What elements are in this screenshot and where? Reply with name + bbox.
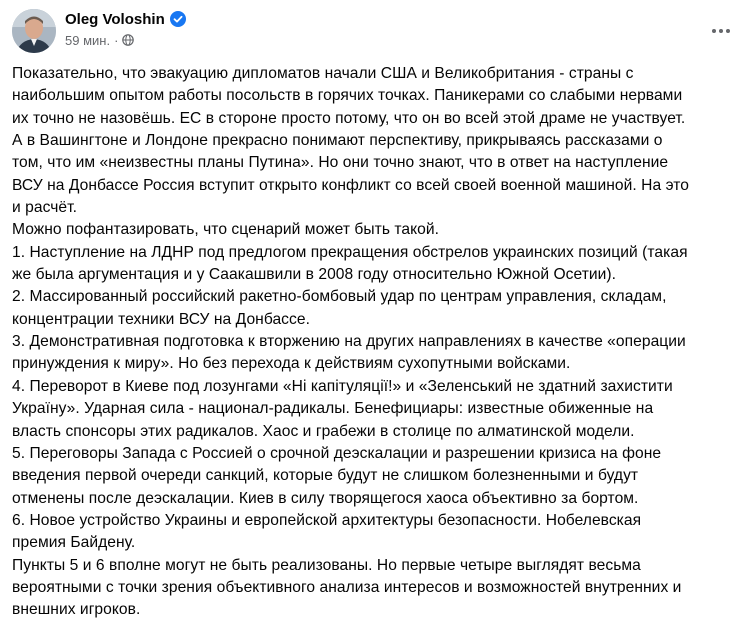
post-header xyxy=(12,9,741,55)
post-text-line: Україну». Ударная сила - национал-радикалы. Бенефициары: известные обиженные на xyxy=(12,400,654,418)
post-text-line: и расчёт. xyxy=(12,199,78,217)
post-meta xyxy=(65,31,134,49)
post-text-line: 1. Наступление на ЛДНР под предлогом прекращения обстрелов украинских позиций (такая xyxy=(12,243,688,261)
post-timestamp[interactable]: 59 мин. xyxy=(65,32,111,48)
post-text-line: А в Вашингтоне и Лондоне прекрасно понимают перспективу, прикрываясь рассказами о xyxy=(12,132,663,150)
post-text-line: 3. Демонстративная подготовка к вторжению на других направлениях в качестве «операции xyxy=(12,333,686,351)
post-text-line: вероятными с точки зрения объективного анализа интересов и возможностей внутренних и xyxy=(12,578,682,596)
post-text-line: 4. Переворот в Киеве под лозунгами «Ні капітуляції!» и «Зеленський не здатний захистити xyxy=(12,377,673,395)
more-options-button[interactable] xyxy=(703,13,739,49)
avatar[interactable] xyxy=(12,9,56,53)
author-name-link[interactable] xyxy=(65,9,186,29)
post-text-line: внешних игроков. xyxy=(12,601,141,619)
post-text-line: ВСУ на Донбассе Россия вступит открыто конфликт со всей своей военной машиной. На это xyxy=(12,176,689,194)
post-text-line: Можно пофантазировать, что сценарий может быть такой. xyxy=(12,221,440,239)
verified-badge-icon xyxy=(170,11,186,27)
meta-separator: · xyxy=(114,32,119,48)
globe-icon[interactable] xyxy=(122,34,134,46)
post-text-line: введения первой очереди санкций, которые будут не слишком болезненными и будут xyxy=(12,467,639,485)
author-name[interactable]: Oleg Voloshin xyxy=(65,10,165,28)
post-text-line: премия Байдену. xyxy=(12,534,136,552)
post-text-line: Показательно, что эвакуацию дипломатов начали США и Великобритания - страны с xyxy=(12,65,634,82)
more-options-icon xyxy=(712,29,716,33)
post-text-line: их точно не назовёшь. ЕС в стороне просто потому, что он во всей этой драме не участвует. xyxy=(12,109,686,127)
post-text-line: Пункты 5 и 6 вполне могут не быть реализованы. Но первые четыре выглядят весьма xyxy=(12,556,641,574)
post-text-line: 2. Массированный российский ракетно-бомбовый удар по центрам управления, складам, xyxy=(12,288,667,306)
post-text-line: концентрации техники ВСУ на Донбассе. xyxy=(12,310,310,328)
post-text-line: 5. Переговоры Запада с Россией о срочной деэскалации и разрешении кризиса на фоне xyxy=(12,444,662,462)
post-text-line: же была аргументация и у Саакашвили в 2008 году относительно Южной Осетии). xyxy=(12,266,617,284)
post-text-line: принуждения к миру». Но без перехода к действиям сухопутными войсками. xyxy=(12,355,571,373)
post-body xyxy=(12,63,744,622)
post-text-line: отменены после деэскалации. Киев в силу творящегося хаоса объективно за бортом. xyxy=(12,489,639,507)
post-text-line: власть спонсоры этих радикалов. Хаос и грабежи в столице по алматинской модели. xyxy=(12,422,635,440)
post-text-line: 6. Новое устройство Украины и европейской архитектуры безопасности. Нобелевская xyxy=(12,511,642,529)
post-text-line: том, что им «неизвестны планы Путина». Но они точно знают, что в ответ на наступление xyxy=(12,154,669,172)
post-text-line: наибольшим опытом работы посольств в горячих точках. Паникерами со слабыми нервами xyxy=(12,87,683,105)
